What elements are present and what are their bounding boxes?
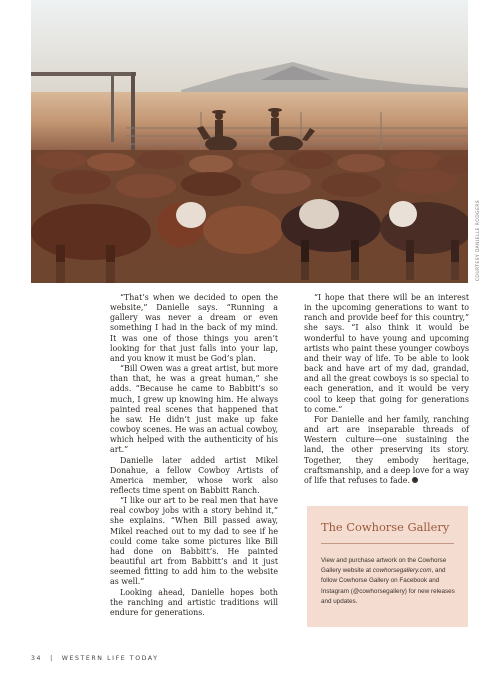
footer-separator: | [50, 655, 54, 662]
cattle-drive-photo [31, 0, 468, 283]
page-number: 34 [31, 655, 43, 662]
paragraph: “That’s when we decided to open the website,” Danielle says. “Running a gallery was never a dream or even something I had in the back of my mind. It was one of those things you aren’t looking for that just falls into your lap, and you know it must be God’s plan. [110, 293, 278, 363]
paragraph: Looking ahead, Danielle hopes both the ranching and artistic traditions will endure for generations. [110, 587, 278, 617]
gallery-website-link[interactable]: cowhorsegallery.com [372, 567, 432, 575]
cattle-drive-illustration [31, 0, 468, 283]
cowhorse-gallery-sidebar [307, 506, 468, 627]
photo-credit: COURTESY DANIELLE RODGERS [476, 200, 481, 282]
sidebar-divider [321, 543, 454, 544]
paragraph: “I like our art to be real men that have real cowboy jobs with a story behind it,” she explains. “When Bill passed away, Mikel reached out to my dad to see if he could come take some pictures like Bill had done on Babbitt’s. He painted beautiful art from Babbitt’s and it just seemed fitting to add him to the website as well.” [110, 496, 278, 587]
paragraph-final [304, 415, 469, 486]
sidebar-title: The Cowhorse Gallery [321, 520, 450, 534]
article-column-right [304, 293, 469, 486]
paragraph: “Bill Owen was a great artist, but more than that, he was a great human,” she adds. “Because he came to Babbitt’s so much, I grew up knowing him. He always painted real scenes that happened that he saw. He didn’t just make up fake cowboy scenes. He was an actual cowboy, which helped with the authenticity of his art.” [110, 364, 278, 455]
publication-name: WESTERN LIFE TODAY [61, 655, 159, 662]
article-column-left [110, 293, 278, 618]
sidebar-text: View and purchase artwork on the Cowhorse Gallery website at [321, 557, 447, 575]
sidebar-body [321, 556, 459, 607]
sidebar-text: , and follow Cowhorse Gallery on Facebook and Instagram (@cowhorsegallery) for new releases and updates. [321, 567, 455, 605]
paragraph: Danielle later added artist Mikel Donahue, a fellow Cowboy Artists of America member, whose work also reflects time spent on Babbitt Ranch. [110, 455, 278, 495]
page-footer [31, 655, 167, 662]
paragraph: “I hope that there will be an interest in the upcoming generations to want to ranch and provide beef for this country,” she says. “I also think it would be wonderful to have young and upcoming artists who paint these younger cowboys and their way of life. To be able to look back and have art of my dad, grandad, and all the great cowboys is so special to each generation, and it would be very cool to keep that going for generations to come.” [304, 293, 469, 414]
end-mark-icon [412, 477, 418, 483]
paragraph-text: For Danielle and her family, ranching and art are inseparable threads of Western culture—one sustaining the land, the other preserving its story. Together, they embody heritage, craftsmanship, and a deep love for a way of life that refuses to fade. [304, 414, 469, 485]
